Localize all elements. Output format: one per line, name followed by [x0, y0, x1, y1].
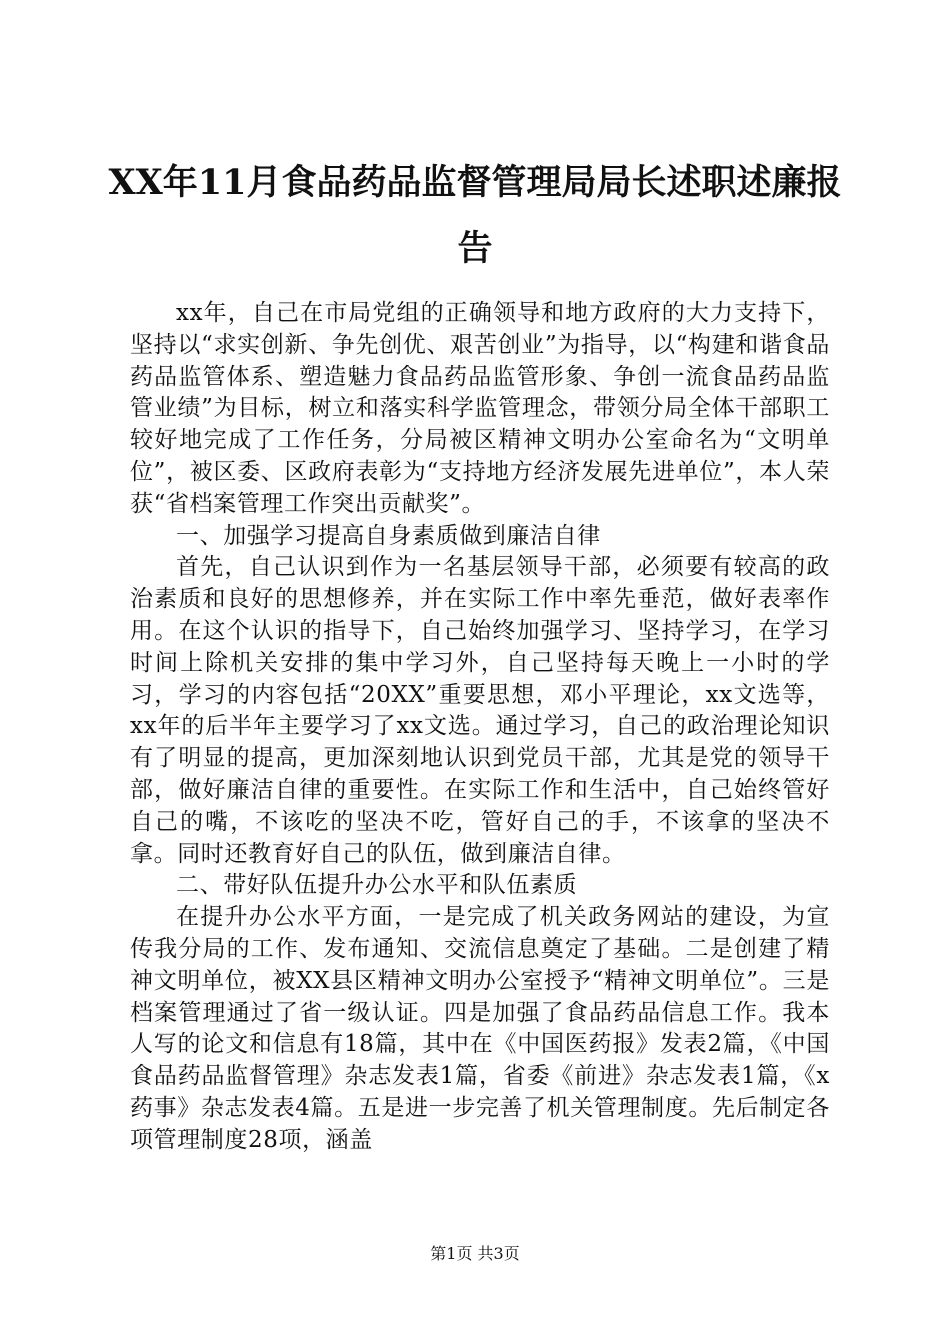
document-body — [130, 298, 830, 1157]
section-heading-1: 一、加强学习提高自身素质做到廉洁自律 — [176, 522, 601, 549]
paragraph-intro: xx年，自己在市局党组的正确领导和地方政府的大力支持下，坚持以“求实创新、争先创优、艰苦创业”为指导，以“构建和谐食品药品监管体系、塑造魅力食品药品监管形象、争创一流食品药品监管业绩”为目标，树立和落实科学监管理念，带领分局全体干部职工较好地完成了工作任务，分局被区精神文明办公室命名为“文明单位”，被区委、区政府表彰为“支持地方经济发展先进单位”，本人荣获“省档案管理工作突出贡献奖”。 — [130, 300, 830, 517]
paragraph-section-1: 首先，自己认识到作为一名基层领导干部，必须要有较高的政治素质和良好的思想修养，并在实际工作中率先垂范，做好表率作用。在这个认识的指导下，自己始终加强学习、坚持学习，在学习时间上除机关安排的集中学习外，自己坚持每天晚上一小时的学习，学习的内容包括“20XX”重要思想，邓小平理论，xx文选等，xx年的后半年主要学习了xx文选。通过学习，自己的政治理论知识有了明显的提高，更加深刻地认识到党员干部，尤其是党的领导干部，做好廉洁自律的重要性。在实际工作和生活中，自己始终管好自己的嘴，不该吃的坚决不吃，管好自己的手，不该拿的坚决不拿。同时还教育好自己的队伍，做到廉洁自律。 — [130, 554, 830, 867]
paragraph-section-2: 在提升办公水平方面，一是完成了机关政务网站的建设，为宣传我分局的工作、发布通知、交流信息奠定了基础。二是创建了精神文明单位，被XX县区精神文明办公室授予“精神文明单位”。三是档案管理通过了省一级认证。四是加强了食品药品信息工作。我本人写的论文和信息有18篇，其中在《中国医药报》发表2篇，《中国食品药品监督管理》杂志发表1篇，省委《前进》杂志发表1篇，《x药事》杂志发表4篇。五是进一步完善了机关管理制度。先后制定各项管理制度28项，涵盖 — [130, 904, 830, 1153]
section-heading-2: 二、带好队伍提升办公水平和队伍素质 — [176, 872, 578, 899]
document-title: XX年11月食品药品监督管理局局长述职述廉报告 — [108, 162, 842, 269]
page-footer: 第1页 共3页 — [430, 1244, 520, 1263]
